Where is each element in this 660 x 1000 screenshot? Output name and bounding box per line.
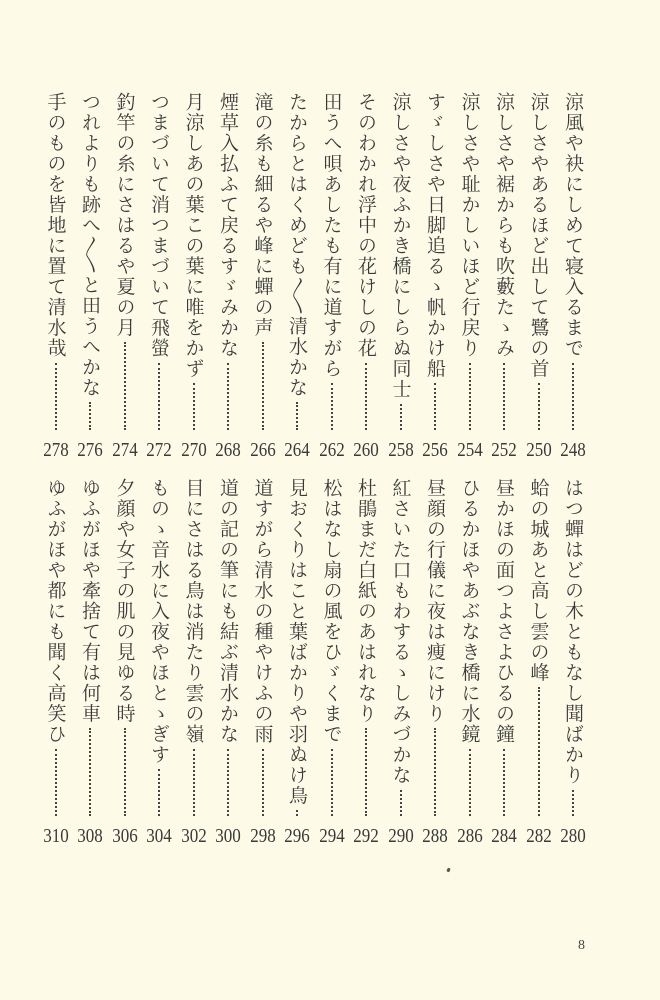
entry-title: 涼風や袂にしめて寝入るまで xyxy=(562,92,584,359)
entry-page-number: 310 xyxy=(42,825,69,847)
entry-page-number: 260 xyxy=(353,439,379,461)
entry-title: 田うへ唄あしたも有に道すがら xyxy=(320,92,343,379)
dot-leader xyxy=(124,342,126,430)
dot-leader xyxy=(434,728,436,816)
entry-page-number: 262 xyxy=(318,439,345,461)
dot-leader xyxy=(227,363,229,431)
entry-page-number: 302 xyxy=(180,825,207,847)
dot-leader xyxy=(55,749,57,817)
entry-title: 涼しさやあるほど出して鷺の首 xyxy=(527,92,550,379)
entry-title: 紅さいた口もわするゝしみづかな xyxy=(389,478,412,786)
toc-entry xyxy=(248,478,278,848)
entry-page-number: 290 xyxy=(387,825,414,847)
entry-page-number: 282 xyxy=(525,825,552,847)
dot-leader xyxy=(434,383,436,430)
entry-page-number: 272 xyxy=(146,439,172,461)
dot-leader xyxy=(89,728,91,816)
toc-block-bottom xyxy=(0,478,660,848)
toc-entry xyxy=(351,92,381,462)
entry-page-number: 292 xyxy=(353,825,379,847)
toc-entry xyxy=(317,478,347,848)
entry-title: 月涼しあの葉この葉に唯をかず xyxy=(182,92,205,379)
entry-page-number: 248 xyxy=(560,439,586,461)
entry-title: 杜鵑まだ白紙のあはれなり xyxy=(355,478,377,724)
entry-page-number: 250 xyxy=(525,439,552,461)
stray-ink-mark xyxy=(446,868,450,873)
toc-entry xyxy=(179,92,209,462)
toc-entry xyxy=(41,478,71,848)
entry-page-number: 268 xyxy=(215,439,241,461)
dot-leader xyxy=(469,363,471,431)
toc-entry xyxy=(455,92,485,462)
entry-page-number: 288 xyxy=(422,825,448,847)
dot-leader xyxy=(400,404,402,431)
entry-title: 蛤の城あと高し雲の峰 xyxy=(527,478,550,683)
toc-entry xyxy=(248,92,278,462)
toc-entry xyxy=(317,92,347,462)
toc-entry xyxy=(144,478,174,848)
dot-leader xyxy=(331,383,333,430)
dot-leader xyxy=(55,363,57,431)
entry-title: つまづいて消つまづいて飛螢 xyxy=(148,92,170,359)
dot-leader xyxy=(227,749,229,817)
toc-entry xyxy=(282,92,312,462)
dot-leader xyxy=(503,363,505,431)
entry-title: ひるかほやあぶなき橋に水鏡 xyxy=(458,478,481,745)
entry-page-number: 266 xyxy=(249,439,276,461)
entry-page-number: 294 xyxy=(318,825,345,847)
entry-title: 松はなし扇の風をひゞくまで xyxy=(320,478,343,745)
toc-entry xyxy=(489,478,519,848)
entry-page-number: 300 xyxy=(215,825,241,847)
entry-title: すゞしさや日脚追るゝ帆かけ船 xyxy=(424,92,446,379)
entry-title: たからとはくめども〱清水かな xyxy=(286,92,308,398)
entry-title: 手のものを皆地に置て清水哉 xyxy=(44,92,67,359)
entry-title: そのわかれ浮中の花けしの花 xyxy=(355,92,377,359)
entry-title: 夕顔や女子の肌の見ゆる時 xyxy=(113,478,136,724)
entry-title: 滝の糸も細るや峰に蟬の声 xyxy=(251,92,274,338)
entry-title: 涼しさや裾からも吹藪たゝみ xyxy=(493,92,515,359)
dot-leader xyxy=(296,810,298,816)
entry-page-number: 304 xyxy=(146,825,172,847)
toc-entry xyxy=(524,92,554,462)
toc-entry xyxy=(179,478,209,848)
entry-page-number: 264 xyxy=(284,439,310,461)
dot-leader xyxy=(365,363,367,431)
dot-leader xyxy=(296,402,298,430)
toc-entry xyxy=(75,92,105,462)
toc-block-top xyxy=(0,92,660,462)
entry-title: 涼しさや耻かしいほど行戻り xyxy=(458,92,481,359)
dot-leader xyxy=(331,749,333,817)
entry-page-number: 254 xyxy=(456,439,483,461)
dot-leader xyxy=(469,749,471,817)
entry-title: 道の記の筆にも結ぶ清水かな xyxy=(217,478,239,745)
entry-page-number: 256 xyxy=(422,439,448,461)
dot-leader xyxy=(572,363,574,431)
toc-entry xyxy=(282,478,312,848)
dot-leader xyxy=(538,687,540,816)
toc-entry xyxy=(558,92,588,462)
entry-title: 昼かほの面つよさよひるの鐘 xyxy=(493,478,515,745)
dot-leader xyxy=(365,728,367,816)
entry-page-number: 274 xyxy=(111,439,138,461)
dot-leader xyxy=(400,790,402,817)
dot-leader xyxy=(503,749,505,817)
toc-entry xyxy=(213,478,243,848)
dot-leader xyxy=(262,749,264,817)
dot-leader xyxy=(89,402,91,430)
toc-entry xyxy=(110,92,140,462)
entry-page-number: 252 xyxy=(491,439,517,461)
toc-entry xyxy=(386,478,416,848)
dot-leader xyxy=(158,769,160,816)
entry-title: ゆふがほや牽捨て有は何車 xyxy=(79,478,101,724)
toc-entry xyxy=(524,478,554,848)
entry-title: つれよりも跡へ〱と田うへかな xyxy=(79,92,101,398)
entry-page-number: 286 xyxy=(456,825,483,847)
entry-title: 煙草入払ふて戻るすゞみかな xyxy=(217,92,239,359)
entry-page-number: 276 xyxy=(77,439,103,461)
entry-page-number: 308 xyxy=(77,825,103,847)
toc-entry xyxy=(213,92,243,462)
entry-title: ゆふがほや都にも聞く高笑ひ xyxy=(44,478,67,745)
toc-entry xyxy=(489,92,519,462)
entry-title: 昼顔の行儀に夜は痩にけり xyxy=(424,478,446,724)
toc-entry xyxy=(41,92,71,462)
entry-page-number: 298 xyxy=(249,825,276,847)
dot-leader xyxy=(124,728,126,816)
page-number: 8 xyxy=(578,938,585,953)
entry-title: はつ蟬はどの木ともなし聞ばかり xyxy=(562,478,584,786)
dot-leader xyxy=(193,749,195,817)
dot-leader xyxy=(538,383,540,430)
toc-entry xyxy=(75,478,105,848)
dot-leader xyxy=(262,342,264,430)
toc-entry xyxy=(351,478,381,848)
toc-entry xyxy=(420,92,450,462)
entry-page-number: 280 xyxy=(560,825,586,847)
entry-title: 道すがら清水の種やけふの雨 xyxy=(251,478,274,745)
entry-page-number: 270 xyxy=(180,439,207,461)
dot-leader xyxy=(572,790,574,817)
entry-title: 釣竿の糸にさはるや夏の月 xyxy=(113,92,136,338)
toc-entry xyxy=(110,478,140,848)
entry-title: 目にさはる鳥は消たり雲の嶺 xyxy=(182,478,205,745)
toc-entry xyxy=(420,478,450,848)
entry-title: ものゝ音水に入夜やほとゝぎす xyxy=(148,478,170,765)
entry-page-number: 296 xyxy=(284,825,310,847)
entry-title: 涼しさや夜ふかき橋にしらぬ同士 xyxy=(389,92,412,400)
entry-page-number: 284 xyxy=(491,825,517,847)
dot-leader xyxy=(158,363,160,431)
toc-entry xyxy=(455,478,485,848)
entry-page-number: 306 xyxy=(111,825,138,847)
toc-entry xyxy=(144,92,174,462)
toc-entry xyxy=(386,92,416,462)
dot-leader xyxy=(193,383,195,430)
entry-page-number: 258 xyxy=(387,439,414,461)
entry-title: 見おくりはこと葉ばかりや羽ぬけ鳥 xyxy=(286,478,308,806)
entry-page-number: 278 xyxy=(42,439,69,461)
toc-entry xyxy=(558,478,588,848)
